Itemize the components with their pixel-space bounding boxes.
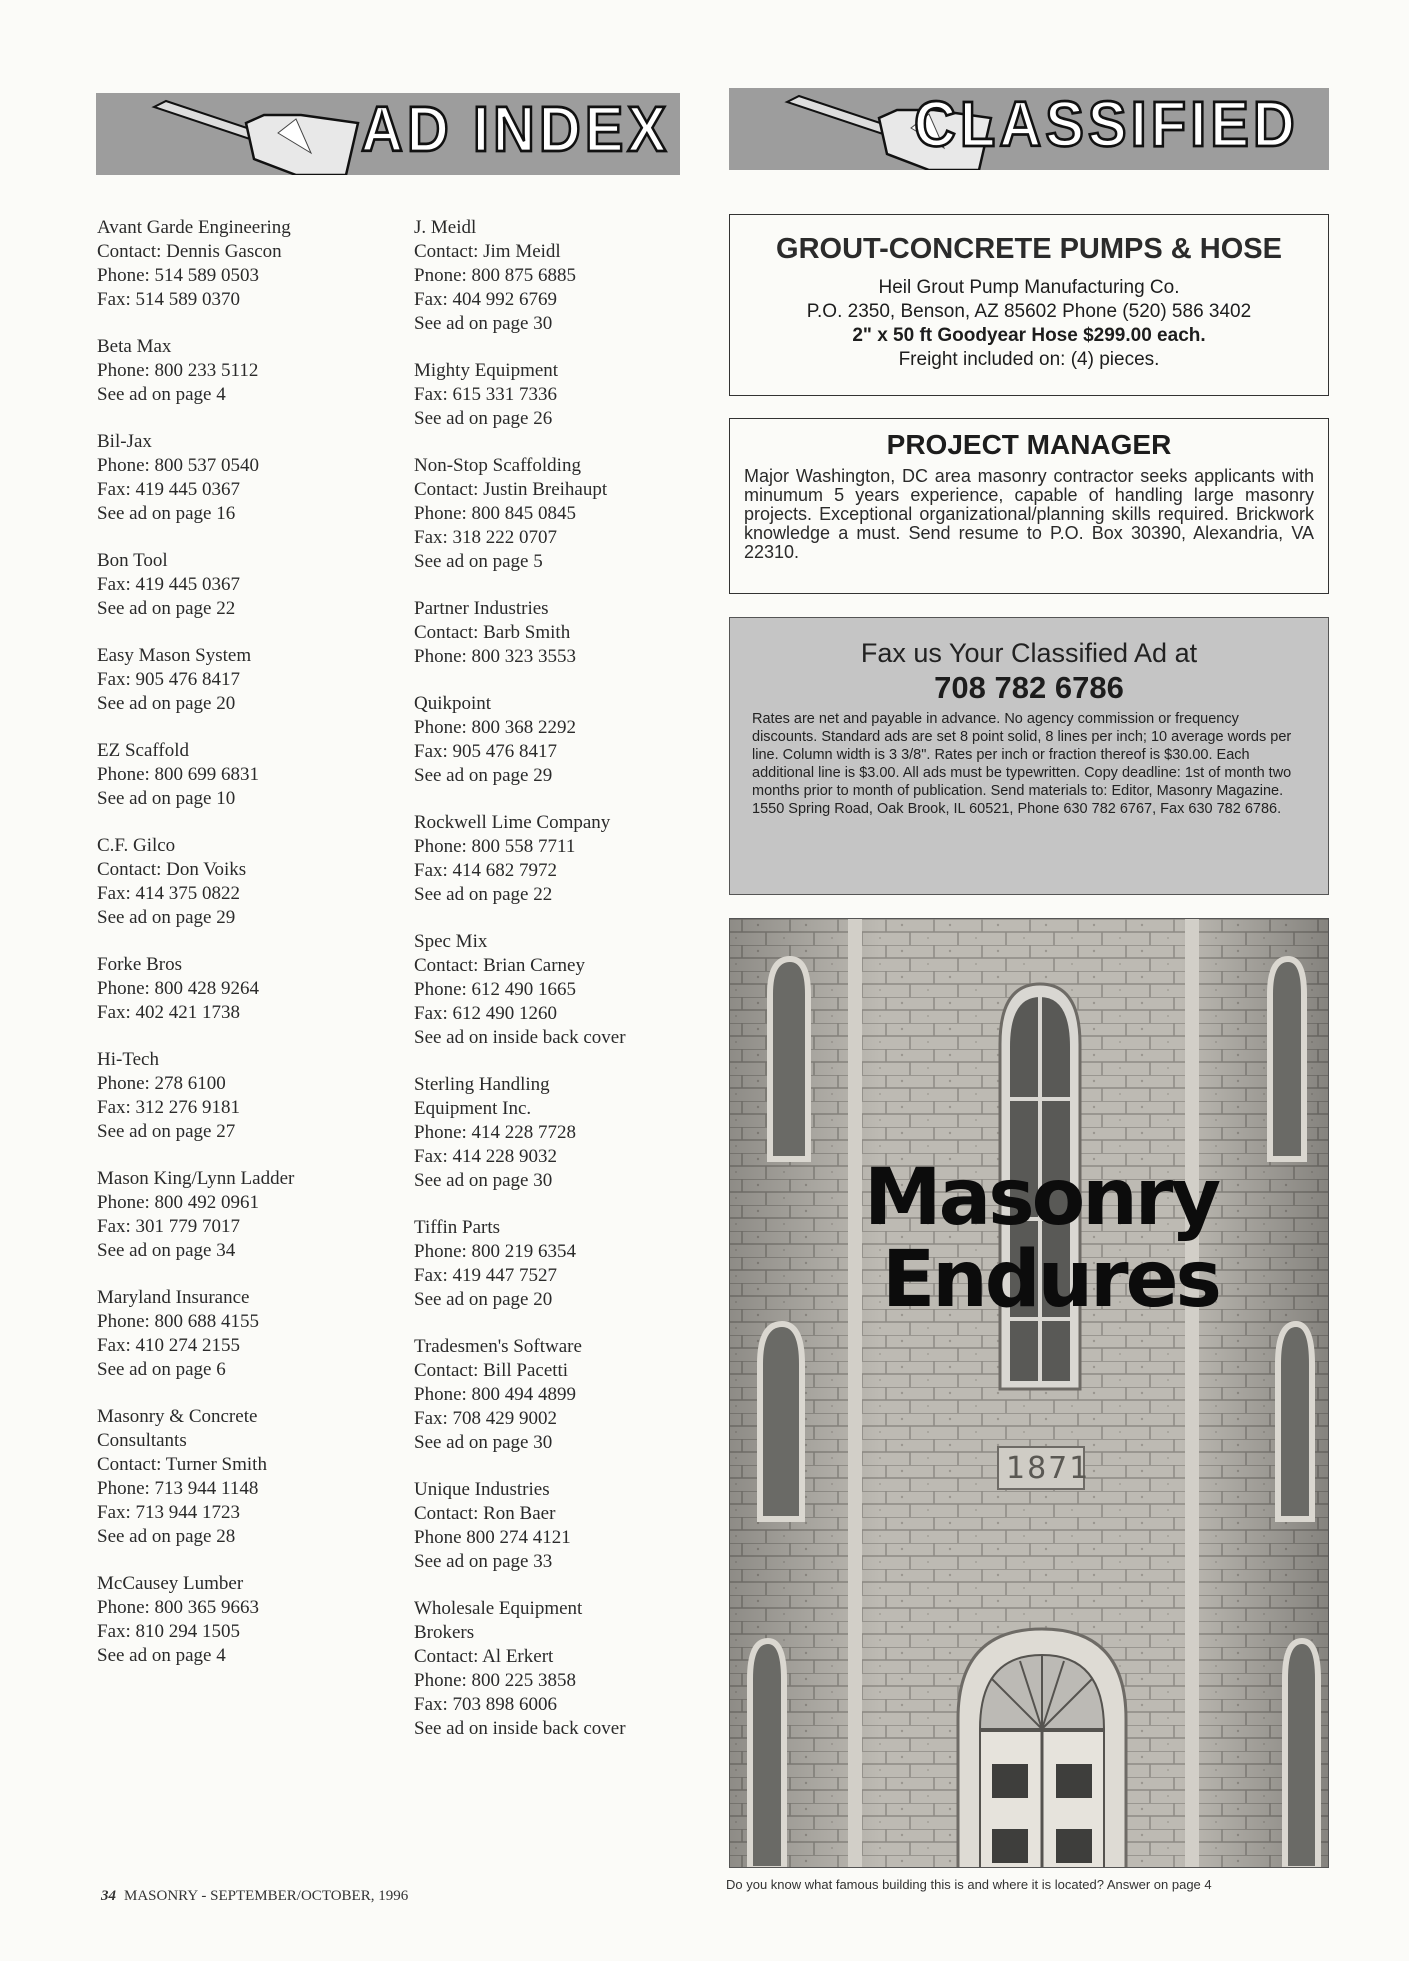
advertiser-name: Rockwell Lime Company [414,812,611,833]
advertiser-name: Masonry & Concrete [97,1406,258,1427]
ad-index-entry [97,1286,397,1382]
advertiser-detail: Contact: Al Erkert [414,1646,554,1667]
advertiser-name: Quikpoint [414,693,492,714]
advertiser-detail: See ad on page 26 [414,408,553,429]
advertiser-detail: Fax: 414 375 0822 [97,883,241,904]
advertiser-detail: See ad on page 30 [414,1432,553,1453]
advertiser-detail: Contact: Ron Baer [414,1503,556,1524]
ad-index-entry [414,930,714,1050]
advertiser-name: Tiffin Parts [414,1217,501,1238]
advertiser-detail: See ad on page 30 [414,313,553,334]
fax-classified-box [729,617,1329,895]
advertiser-detail: Phone: 800 233 5112 [97,360,259,381]
advertiser-detail: Fax: 312 276 9181 [97,1097,241,1118]
advertiser-detail: See ad on page 29 [414,765,553,786]
ad-index-entry [97,216,397,312]
advertiser-detail: See ad on page 28 [97,1526,236,1547]
grout-freight: Freight included on: (4) pieces. [898,349,1160,370]
advertiser-detail: Contact: Justin Breihaupt [414,479,608,500]
advertiser-name: Sterling Handling [414,1074,550,1095]
advertiser-detail: Contact: Bill Pacetti [414,1360,569,1381]
advertiser-detail: Pnone: 800 875 6885 [414,265,577,286]
page-footer [101,1888,408,1905]
ad-index-entry [414,454,714,574]
advertiser-detail: Phone: 800 699 6831 [97,764,260,785]
advertiser-detail: Phone: 800 492 0961 [97,1192,260,1213]
advertiser-detail: Contact: Don Voiks [97,859,247,880]
advertiser-detail: Phone: 800 845 0845 [414,503,577,524]
ad-index-entry [97,953,397,1025]
photo-caption: Do you know what famous building this is and where it is located? Answer on page 4 [726,1877,1212,1892]
advertiser-detail: Phone: 800 225 3858 [414,1670,577,1691]
advertiser-detail: Fax: 419 447 7527 [414,1265,558,1286]
advertiser-detail: Fax: 410 274 2155 [97,1335,241,1356]
advertiser-detail: Phone: 713 944 1148 [97,1478,259,1499]
advertiser-detail: Consultants [97,1430,187,1451]
advertiser-detail: Fax: 402 421 1738 [97,1002,241,1023]
advertiser-detail: Phone: 514 589 0503 [97,265,260,286]
advertiser-detail: See ad on page 20 [97,693,236,714]
advertiser-name: Unique Industries [414,1479,550,1500]
advertiser-name: Avant Garde Engineering [97,217,291,238]
ad-index-entry [97,1048,397,1144]
advertiser-detail: Fax: 708 429 9002 [414,1408,558,1429]
ad-index-entry [414,1073,714,1193]
advertiser-detail: Phone: 800 688 4155 [97,1311,260,1332]
date-stone: 1871 [1006,1451,1091,1486]
advertiser-name: Mason King/Lynn Ladder [97,1168,295,1189]
advertiser-detail: Fax: 414 682 7972 [414,860,558,881]
fax-number: 708 782 6786 [934,670,1124,705]
advertiser-detail: Fax: 703 898 6006 [414,1694,558,1715]
advertiser-detail: Phone 800 274 4121 [414,1527,571,1548]
advertiser-name: Hi-Tech [97,1049,159,1070]
photo-headline-2: Endures [882,1235,1219,1325]
advertiser-detail: Phone: 278 6100 [97,1073,226,1094]
advertiser-detail: See ad on page 10 [97,788,236,809]
ad-index-entry [414,1478,714,1574]
advertiser-name: Wholesale Equipment [414,1598,583,1619]
advertiser-name: Bil-Jax [97,431,152,452]
advertiser-detail: Fax: 615 331 7336 [414,384,558,405]
advertiser-name: Easy Mason System [97,645,252,666]
advertiser-detail: See ad on inside back cover [414,1718,626,1739]
grout-company: Heil Grout Pump Manufacturing Co. [878,277,1180,298]
advertiser-name: C.F. Gilco [97,835,176,856]
advertiser-name: EZ Scaffold [97,740,189,761]
advertiser-detail: Fax: 612 490 1260 [414,1003,558,1024]
advertiser-detail: Phone: 800 537 0540 [97,455,260,476]
advertiser-detail: Fax: 419 445 0367 [97,479,241,500]
page-number: 34 [101,1888,116,1904]
ad-index-entry [97,1167,397,1263]
footer-text: MASONRY - SEPTEMBER/OCTOBER, 1996 [124,1888,409,1904]
advertiser-detail: See ad on page 30 [414,1170,553,1191]
advertiser-detail: Phone: 800 368 2292 [414,717,577,738]
advertiser-detail: See ad on page 34 [97,1240,236,1261]
advertiser-detail: Brokers [414,1622,475,1643]
classified-banner [729,88,1329,170]
advertiser-name: Spec Mix [414,931,488,952]
ad-index-entry [97,549,397,621]
ad-index-entry [414,597,714,669]
advertiser-detail: Contact: Barb Smith [414,622,571,643]
ad-index-entry [97,335,397,407]
advertiser-detail: See ad on page 33 [414,1551,553,1572]
advertiser-detail: Phone: 800 219 6354 [414,1241,577,1262]
advertiser-detail: Phone: 414 228 7728 [414,1122,577,1143]
advertiser-detail: See ad on page 5 [414,551,543,572]
ad-index-entry [414,359,714,431]
ad-index-entry [97,834,397,930]
advertiser-detail: Fax: 414 228 9032 [414,1146,558,1167]
advertiser-detail: Fax: 419 445 0367 [97,574,241,595]
advertiser-detail: Phone: 612 490 1665 [414,979,577,1000]
advertiser-detail: See ad on page 22 [97,598,236,619]
ad-index-column-2 [414,216,714,1764]
classified-title: CLASSIFIED [914,88,1299,161]
ad-index-entry [414,692,714,788]
advertiser-detail: See ad on page 29 [97,907,236,928]
advertiser-name: Forke Bros [97,954,182,975]
advertiser-detail: See ad on page 20 [414,1289,553,1310]
advertiser-name: Bon Tool [97,550,168,571]
advertiser-name: J. Meidl [414,217,477,238]
advertiser-name: Partner Industries [414,598,549,619]
project-manager-body: Major Washington, DC area masonry contractor seeks applicants with minumum 5 years experience, capable of handling large masonry projects. Exceptional organizational/planning skills required. Brickwork knowledge a must. Send resume to P.O. Box 30390, Alexandria, VA 22310. [744,466,1314,562]
advertiser-detail: Phone: 800 323 3553 [414,646,577,667]
advertiser-detail: Phone: 800 428 9264 [97,978,260,999]
ad-index-column-1 [97,216,397,1691]
ad-index-entry [414,1597,714,1741]
grout-heading: GROUT-CONCRETE PUMPS & HOSE [776,233,1282,265]
ad-index-entry [414,1216,714,1312]
advertiser-detail: See ad on page 4 [97,1645,226,1666]
advertiser-detail: Fax: 905 476 8417 [97,669,241,690]
advertiser-name: Mighty Equipment [414,360,559,381]
advertiser-detail: Fax: 318 222 0707 [414,527,558,548]
advertiser-detail: Fax: 514 589 0370 [97,289,241,310]
ad-index-entry [414,1335,714,1455]
advertiser-detail: See ad on page 6 [97,1359,226,1380]
fax-heading: Fax us Your Classified Ad at [860,638,1198,668]
advertiser-detail: Contact: Brian Carney [414,955,585,976]
ad-index-entry [97,1572,397,1668]
advertiser-detail: Phone: 800 494 4899 [414,1384,577,1405]
photo-headline-1: Masonry [864,1153,1219,1243]
advertiser-detail: Fax: 810 294 1505 [97,1621,241,1642]
advertiser-detail: See ad on inside back cover [414,1027,626,1048]
advertiser-detail: Fax: 301 779 7017 [97,1216,241,1237]
ad-index-entry [97,1405,397,1549]
advertiser-detail: Fax: 905 476 8417 [414,741,558,762]
ad-index-entry [414,811,714,907]
grout-pump-ad [729,214,1329,396]
advertiser-detail: Contact: Dennis Gascon [97,241,282,262]
ad-index-entry [97,644,397,716]
advertiser-detail: Phone: 800 365 9663 [97,1597,260,1618]
advertiser-detail: See ad on page 22 [414,884,553,905]
advertiser-name: Maryland Insurance [97,1287,250,1308]
advertiser-detail: See ad on page 4 [97,384,226,405]
masonry-photo [729,918,1329,1868]
project-manager-ad [729,418,1329,594]
advertiser-detail: Contact: Jim Meidl [414,241,561,262]
advertiser-name: Tradesmen's Software [414,1336,582,1357]
advertiser-detail: Fax: 404 992 6769 [414,289,558,310]
advertiser-detail: Equipment Inc. [414,1098,532,1119]
ad-index-banner [96,93,680,175]
stone-building-illustration [730,919,1329,1868]
advertiser-detail: See ad on page 16 [97,503,236,524]
advertiser-name: Non-Stop Scaffolding [414,455,581,476]
advertiser-detail: Phone: 800 558 7711 [414,836,576,857]
advertiser-name: Beta Max [97,336,172,357]
advertiser-detail: See ad on page 27 [97,1121,236,1142]
advertiser-detail: Fax: 713 944 1723 [97,1502,241,1523]
ad-index-entry [414,216,714,336]
ad-index-title: AD INDEX [361,93,671,166]
grout-offer: 2" x 50 ft Goodyear Hose $299.00 each. [852,325,1206,346]
project-manager-heading: PROJECT MANAGER [886,429,1172,460]
fax-rates-text: Rates are net and payable in advance. No agency commission or frequency discounts. Standard ads are set 8 point solid, 8 lines per inch; 10 average words per line. Column width is 3 3/8". Rates per inch or fraction thereof is $30.00. Each additional line is $3.00. All ads must be typewritten. Copy deadline: 1st of month two months prior to month of publication. Send materials to: Editor, Masonry Magazine. 1550 Spring Road, Oak Brook, IL 60521, Phone 630 782 6767, Fax 630 782 6786. [752,711,1292,817]
ad-index-entry [97,430,397,526]
advertiser-detail: Contact: Turner Smith [97,1454,267,1475]
grout-address: P.O. 2350, Benson, AZ 85602 Phone (520) 586 3402 [806,301,1252,322]
ad-index-entry [97,739,397,811]
advertiser-name: McCausey Lumber [97,1573,244,1594]
